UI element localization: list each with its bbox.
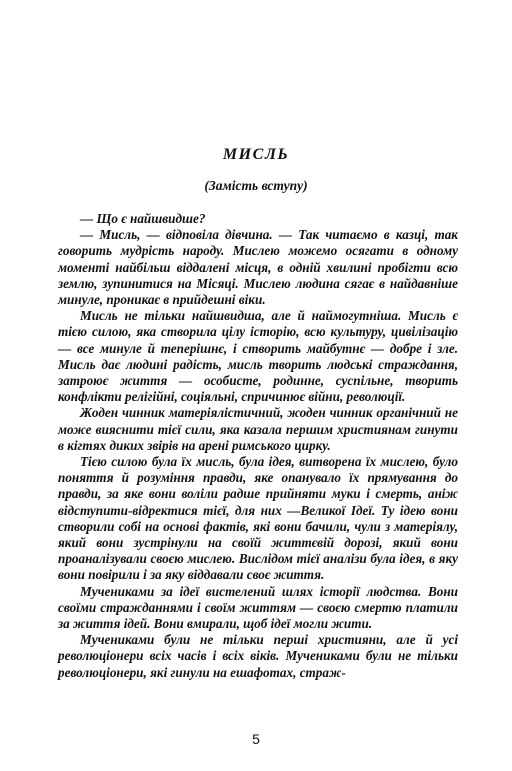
paragraph: Жоден чинник матеріялістичний, жоден чинник органічний не може вияснити тієї сили, яка казала першим християнам гинути в кігтях диких звірів на арені римського цирку. xyxy=(58,405,458,453)
page-number: 5 xyxy=(252,731,260,747)
paragraph: — Мисль, — відповіла дівчина. — Так читаємо в казці, так говорить мудрість народу. Мислею можемо осягати в одному моменті найбільш віддалені місця, в одній хвилині пробігти всю землю, зупинитися на Місяці. Мислею людина сягає в найдавніше минуле, проникає в прийдешні віки. xyxy=(58,227,458,308)
paragraph: Мучениками були не тільки перші християни, але й усі революціонери всіх часів і всіх віків. Мучениками були не тільки революціонери, які гинули на ешафотах, страж- xyxy=(58,632,458,680)
page-subtitle: (Замість вступу) xyxy=(204,178,308,193)
paragraph: Тією силою була їх мисль, була ідея, витворена їх мислею, було поняття й розуміння правди, яке опанувало їх прямування до правди, за яке вони воліли радше прийняти муки і смерть, аніж відступити-відректися тієї, для них —Великої Ідеї. Ту ідею вони створили собі на основі фактів, які вони бачили, чули з матеріялу, який вони зустрінули на своїй життєвій дорозі, який вони проаналізували своєю мислею. Вислідом тієї аналізи була ідея, в яку вони повірили і за яку віддавали своє життя. xyxy=(58,454,458,583)
paragraph: — Що є найшвидше? xyxy=(80,211,206,226)
paragraph: Мучениками за ідеї вистелений шлях історії людства. Вони своїми стражданнями і своїм життям — своєю смертю платили за життя ідей. Вони вмирали, щоб ідеї могли жити. xyxy=(58,583,458,632)
paragraph: Мисль не тільки найшвидша, але й наймогутніша. Мисль є тією силою, яка створила цілу історію, всю культуру, цивілізацію — все минуле й теперішнє, і створить майбутнє — добре і зле. Мисль дає людині радість, мисль творить людські страждання, затроює життя — особисте, родинне, суспільне, творить конфлікти релігійні, соціяльні, спричинює війни, революції. xyxy=(58,308,458,405)
body-text xyxy=(58,211,458,681)
page-title: МИСЛЬ xyxy=(222,146,290,163)
